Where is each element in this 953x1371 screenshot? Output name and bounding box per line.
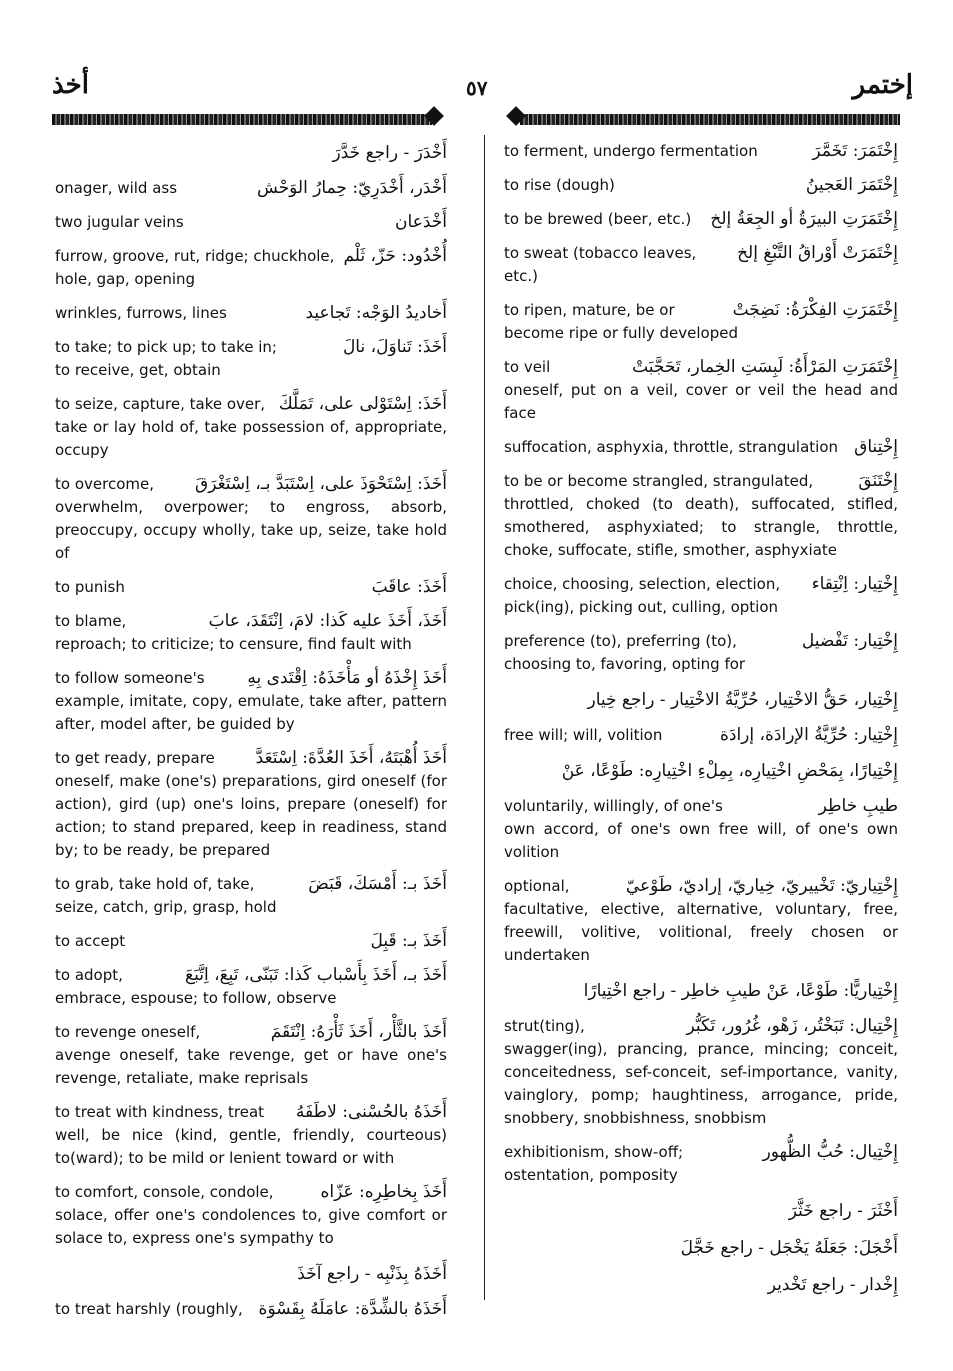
entry-gloss-continued: become ripe or fully developed [504, 324, 738, 342]
entry-gloss-continued: avenge oneself, take revenge, get or have one's revenge, retaliate, make reprisals [55, 1046, 447, 1087]
dictionary-entry [504, 795, 898, 864]
dictionary-entry [504, 470, 898, 562]
entry-gloss: exhibitionism, show-off; [504, 1143, 684, 1161]
guide-word-right: إختمر [852, 70, 913, 100]
dictionary-entry [55, 873, 447, 919]
entry-headword: إِخْتِيال: حُبُّ الظُّهور [762, 1142, 898, 1162]
entry-headword: أَخْدَعان [395, 212, 447, 232]
guide-word-left: أخذ [52, 70, 89, 100]
dictionary-entry [55, 667, 447, 736]
entry-gloss: to get ready, prepare [55, 749, 215, 767]
entry-gloss: to punish [55, 578, 125, 596]
dictionary-entry [55, 177, 447, 200]
entry-gloss: free will; will, volition [504, 726, 663, 744]
entry-headword: أَخَذَ بـ: قَبِلَ [370, 931, 447, 951]
entry-row [504, 299, 898, 322]
dictionary-entry [504, 1272, 898, 1298]
entry-row [504, 630, 898, 653]
entry-gloss-continued: overwhelm, overpower; to engross, absorb, preoccupy, occupy wholly, take up, seize, take hold of [55, 498, 447, 562]
entry-headword: إِخْتَنَقَ [858, 471, 898, 491]
dictionary-entry [504, 299, 898, 345]
entry-gloss-continued: choosing to, favoring, opting for [504, 655, 746, 673]
entry-gloss: to be brewed (beer, etc.) [504, 210, 692, 228]
dictionary-entry [504, 356, 898, 425]
entry-headword: أَخَذَ بـ، أَخَذَ بِأَسْباب كَذا: تَبَنّى، تَبِعَ، اِتَّبَعَ [185, 965, 447, 985]
entry-row [504, 724, 898, 747]
entry-headword: أَخَذَ: عاقَبَ [371, 577, 447, 597]
entry-gloss: choice, choosing, selection, election, [504, 575, 781, 593]
entry-row [55, 177, 447, 200]
dictionary-entry [504, 758, 898, 784]
entry-gloss: to blame, [55, 612, 127, 630]
dictionary-entry [55, 473, 447, 565]
dictionary-entry [504, 436, 898, 459]
entry-headword: أَخَذَ بـ: أَمْسَكَ، قَبَضَ [308, 874, 447, 894]
entry-row [504, 356, 898, 379]
entry-gloss-continued: oneself, put on a veil, cover or veil the head and face [504, 381, 898, 422]
entry-row [55, 393, 447, 416]
entry-headword: إِخْتِيار: اِنْتِقاء [811, 574, 898, 594]
header-rule-left [52, 114, 432, 125]
dictionary-entry [55, 211, 447, 234]
dictionary-entry [504, 242, 898, 288]
entry-gloss-continued: example, imitate, copy, emulate, take after, pattern after, model after, be guided by [55, 692, 447, 733]
entry-gloss-continued: facultative, elective, alternative, voluntary, free, freewill, volitive, volitional, freely chosen or undertaken [504, 900, 898, 964]
dictionary-entry [55, 1021, 447, 1090]
entry-gloss: to treat with kindness, treat [55, 1103, 265, 1121]
column-divider [484, 135, 485, 1300]
entry-row [55, 1021, 447, 1044]
entry-gloss: to be or become strangled, strangulated, [504, 472, 814, 490]
entry-gloss: to adopt, [55, 966, 123, 984]
dictionary-entry [55, 1261, 447, 1287]
dictionary-entry [55, 1101, 447, 1170]
entry-row [55, 211, 447, 234]
entry-headword: أَخاديدُ الوَجْه: تَجاعيد [305, 303, 447, 323]
entry-gloss: preference (to), preferring (to), [504, 632, 737, 650]
entry-row [504, 174, 898, 197]
entry-row [504, 573, 898, 596]
dictionary-entry [55, 140, 447, 166]
entry-gloss: optional, [504, 877, 570, 895]
dictionary-entry [504, 573, 898, 619]
entry-gloss-continued: solace, offer one's condolences to, give comfort or solace to, express one's sympathy to [55, 1206, 447, 1247]
dictionary-entry [504, 174, 898, 197]
dictionary-entry [55, 393, 447, 462]
left-column [55, 140, 447, 1332]
entry-headword: أُخْدُود: حَزّ، ثَلْم [343, 246, 447, 266]
entry-gloss-continued: seize, catch, grip, grasp, hold [55, 898, 277, 916]
entry-row [504, 140, 898, 163]
right-column [504, 140, 898, 1309]
entry-gloss: to veil [504, 358, 551, 376]
entry-gloss: to revenge oneself, [55, 1023, 201, 1041]
entry-headword: إِخْتِيار: حُرِّيَّةُ الإرادَة، إرادَة [719, 725, 898, 745]
entry-row [55, 576, 447, 599]
entry-headword: أَخَذَهُ بالحُسْنى: لاطَفَهُ [295, 1102, 447, 1122]
entry-row [55, 667, 447, 690]
page-number: ٥٧ [466, 76, 488, 100]
entry-row [55, 1101, 447, 1124]
entry-gloss-continued: reproach; to criticize; to censure, find fault with [55, 635, 412, 653]
entry-gloss: voluntarily, willingly, of one's [504, 797, 723, 815]
dictionary-entry [55, 245, 447, 291]
entry-gloss: suffocation, asphyxia, throttle, strangulation [504, 438, 839, 456]
entry-gloss: to seize, capture, take over, [55, 395, 266, 413]
entry-gloss: onager, wild ass [55, 179, 178, 197]
entry-gloss: to treat harshly (roughly, [55, 1300, 243, 1318]
entry-gloss: to take; to pick up; to take in; [55, 338, 277, 356]
entry-gloss-continued: pick(ing), picking out, culling, option [504, 598, 778, 616]
dictionary-entry [504, 1141, 898, 1187]
entry-row [55, 302, 447, 325]
entry-row [55, 610, 447, 633]
entry-gloss: to overcome, [55, 475, 154, 493]
dictionary-entry [55, 336, 447, 382]
entry-gloss: to accept [55, 932, 126, 950]
dictionary-entry [504, 978, 898, 1004]
dictionary-entry [55, 1181, 447, 1250]
entry-headword: أَخَذَ: اِسْتَوْلى على، تَمَلَّكَ [278, 394, 447, 414]
entry-headword: إِخْتِياريًّا: طَوْعًا، عَنْ طيبِ خاطِر - راجع اخْتِيارًا [583, 981, 898, 1001]
entry-gloss: to follow someone's [55, 669, 205, 687]
entry-row [504, 470, 898, 493]
entry-headword: إِخْتَمَرَتِ البيرَةُ أو الجِعَةُ إلخ [710, 209, 898, 229]
entry-row [55, 873, 447, 896]
dictionary-entry [55, 930, 447, 953]
entry-headword: إِخْتِيار: تَفْضيل [801, 631, 898, 651]
entry-headword: أَخَذَ: تَناوَلَ، نالَ [342, 337, 447, 357]
entry-gloss-continued: own accord, of one's own free will, of one's own volition [504, 820, 898, 861]
entry-row [55, 336, 447, 359]
entry-row [504, 1141, 898, 1164]
entry-gloss: to sweat (tobacco leaves, [504, 244, 697, 262]
entry-row [55, 964, 447, 987]
entry-headword: أَخَذَ بالثَّأْر، أَخَذَ ثَأْرَهُ: اِنْتَقَمَ [270, 1022, 447, 1042]
entry-headword: أَخْدَرَ - راجع خَدَّرَ [332, 143, 447, 163]
entry-headword: إِخْتَمَرَتِ المَرْأَةُ: لَبِسَتِ الخِمار، تَحَجَّبَتْ [632, 357, 898, 377]
entry-gloss: to ripen, mature, be or [504, 301, 675, 319]
entry-gloss-continued: to receive, get, obtain [55, 361, 221, 379]
entry-row [55, 1181, 447, 1204]
dictionary-entry [504, 140, 898, 163]
entry-headword: أَخَذَهُ بالشِّدَّة: عامَلَهُ بِقَسْوَة [258, 1299, 447, 1319]
entry-gloss-continued: oneself, make (one's) preparations, gird oneself (for action), gird (up) one's loins, prepare (oneself) for action; to stand prepared, keep in readiness, stand by; to be ready, be prepared [55, 772, 447, 859]
dictionary-entry [55, 302, 447, 325]
entry-headword: إِخْتِيارًا، بِمَحْضِ اخْتِيارِه، بِمِلْءِ اخْتِيارِه: طَوْعًا، عَنْ [561, 761, 898, 781]
entry-gloss: to grab, take hold of, take, [55, 875, 255, 893]
entry-headword: إِخْتَمَرَ العَجينُ [805, 175, 898, 195]
entry-headword: أَخْدَر، أَخْدَرِيّ: حِمارُ الوَحْش [256, 178, 447, 198]
entry-gloss: to rise (dough) [504, 176, 615, 194]
entry-gloss-continued: swagger(ing), prancing, prance, mincing; conceit, conceitedness, sef-conceit, sef-importance, vanity, vainglory, pomp; haughtiness, arrogance, pride, snobbery, snobbishness, snobbism [504, 1040, 898, 1127]
entry-headword: أَخَذَ أُهْبَتَهُ، أَخَذَ العُدَّةَ: اِسْتَعَدَّ [255, 748, 447, 768]
dictionary-entry [504, 1198, 898, 1224]
dictionary-entry [504, 724, 898, 747]
entry-gloss: to ferment, undergo fermentation [504, 142, 758, 160]
entry-headword: أَخْجَلَ: جَعَلَهُ يَخْجَل - راجع خَجَّلَ [680, 1238, 898, 1258]
dictionary-entry [55, 1298, 447, 1321]
entry-headword: إِخْتَمَرَ: تَخَمَّرَ [812, 141, 898, 161]
entry-row [55, 1298, 447, 1321]
entry-row [504, 208, 898, 231]
entry-gloss-continued: take or lay hold of, take possession of, appropriate, occupy [55, 418, 447, 459]
entry-headword: إِخْدار - راجع تَخْدير [767, 1275, 898, 1295]
entry-headword: إِخْتِيار، حَقُّ الاخْتِيار، حُرِّيَّةُ الاخْتِيار - راجع خِيار [587, 690, 898, 710]
dictionary-entry [504, 875, 898, 967]
entry-headword: إِخْتَمَرَتْ أَوْراقُ التَّبْغِ إلخ [737, 243, 898, 263]
entry-headword: إِخْتَمَرَتِ الفِكْرَةُ: نَضِجَتْ [732, 300, 898, 320]
entry-gloss-continued: embrace, espouse; to follow, observe [55, 989, 337, 1007]
entry-row [504, 242, 898, 265]
entry-headword: طيبِ خاطِر [818, 796, 898, 816]
entry-headword: أَخْثَرَ - راجع خَثَّرَ [788, 1201, 898, 1221]
dictionary-entry [55, 610, 447, 656]
dictionary-entry [504, 1015, 898, 1130]
entry-headword: إِخْتِياريّ: تَخْييريّ، خِياريّ، إراديّ، طَوْعيّ [625, 876, 898, 896]
entry-row [55, 930, 447, 953]
entry-gloss: wrinkles, furrows, lines [55, 304, 227, 322]
header-rule-right [520, 114, 900, 125]
entry-gloss-continued: well, be nice (kind, gentle, friendly, courteous) to(ward); to be mild or lenient toward or with [55, 1126, 447, 1167]
entry-gloss: furrow, groove, rut, ridge; chuckhole, [55, 247, 335, 265]
entry-row [504, 436, 898, 459]
dictionary-entry [504, 630, 898, 676]
entry-headword: أَخَذَهُ بِذَنْبِه - راجع آخَذَ [297, 1264, 447, 1284]
entry-row [504, 795, 898, 818]
entry-headword: إِخْتِيال: تَبَخْتُر، زَهْو، غُرُور، تَكَبُّر [686, 1016, 898, 1036]
entry-row [55, 747, 447, 770]
entry-headword: أَخَذَ إِخْذَهُ أو مَأْخَذَهُ: اِقْتَدى بِهِ [247, 668, 447, 688]
entry-headword: أَخَذَ: اِسْتَحْوَذَ على، اِسْتَبَدَّ بـ، اِسْتَغْرَقَ [195, 474, 447, 494]
dictionary-entry [504, 1235, 898, 1261]
entry-row [55, 473, 447, 496]
entry-headword: أَخَذَ بِخاطِرِه: عَزّاه [320, 1182, 447, 1202]
dictionary-entry [504, 687, 898, 713]
dictionary-entry [55, 964, 447, 1010]
entry-gloss-continued: hole, gap, opening [55, 270, 196, 288]
entry-gloss-continued: ostentation, pomposity [504, 1166, 678, 1184]
entry-row [504, 875, 898, 898]
entry-headword: أَخَذَ، أَخَذَ عليه كَذا: لامَ، اِنْتَقَدَ، عابَ [208, 611, 447, 631]
dictionary-entry [55, 576, 447, 599]
entry-gloss: two jugular veins [55, 213, 184, 231]
entry-headword: إِخْتِناق [854, 437, 898, 457]
entry-gloss: strut(ting), [504, 1017, 585, 1035]
dictionary-entry [504, 208, 898, 231]
entry-gloss-continued: etc.) [504, 267, 538, 285]
entry-gloss: to comfort, console, condole, [55, 1183, 274, 1201]
entry-row [504, 1015, 898, 1038]
entry-gloss-continued: throttled, choked (to death), suffocated, stifled, smothered, asphyxiated; to strangle, throttle, choke, suffocate, stifle, smother, asphyxiate [504, 495, 898, 559]
entry-row [55, 245, 447, 268]
dictionary-entry [55, 747, 447, 862]
